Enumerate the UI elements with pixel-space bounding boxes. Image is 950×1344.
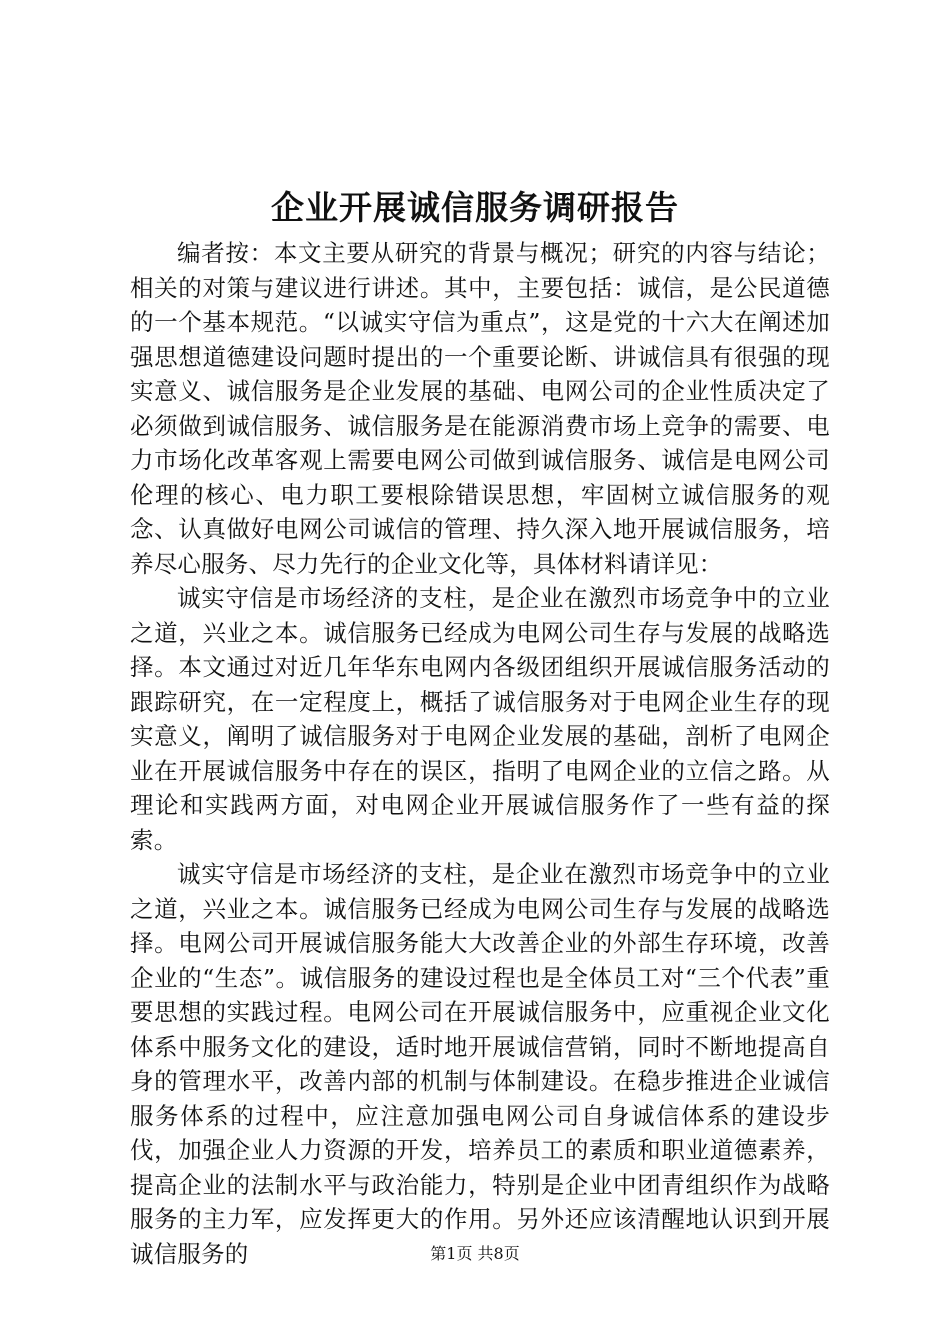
paragraph-body: 诚实守信是市场经济的支柱，是企业在激烈市场竞争中的立业之道，兴业之本。诚信服务已经成为电网公司生存与发展的战略选择。电网公司开展诚信服务能大大改善企业的外部生存环境，改善企业的“生态”。诚信服务的建设过程也是全体员工对“三个代表”重要思想的实践过程。电网公司在开展诚信服务中，应重视企业文化体系中服务文化的建设，适时地开展诚信营销，同时不断地提高自身的管理水平，改善内部的机制与体制建设。在稳步推进企业诚信服务体系的过程中，应注意加强电网公司自身诚信体系的建设步伐，加强企业人力资源的开发，培养员工的素质和职业道德素养，提高企业的法制水平与政治能力，特别是企业中团青组织作为战略服务的主力军，应发挥更大的作用。另外还应该清醒地认识到开展诚信服务的 <box>130 860 830 1268</box>
document-body <box>130 236 830 1271</box>
paragraph-editor-note: 编者按：本文主要从研究的背景与概况；研究的内容与结论；相关的对策与建议进行讲述。其中，主要包括：诚信，是公民道德的一个基本规范。“以诚实守信为重点”，这是党的十六大在阐述加强思想道德建设问题时提出的一个重要论断、讲诚信具有很强的现实意义、诚信服务是企业发展的基础、电网公司的企业性质决定了必须做到诚信服务、诚信服务是在能源消费市场上竞争的需要、电力市场化改革客观上需要电网公司做到诚信服务、诚信是电网公司伦理的核心、电力职工要根除错误思想，牢固树立诚信服务的观念、认真做好电网公司诚信的管理、持久深入地开展诚信服务，培养尽心服务、尽力先行的企业文化等，具体材料请详见： <box>130 239 830 578</box>
document-title: 企业开展诚信服务调研报告 <box>271 188 679 227</box>
page-number-footer: 第1页 共8页 <box>430 1244 520 1263</box>
paragraph-abstract: 诚实守信是市场经济的支柱，是企业在激烈市场竞争中的立业之道，兴业之本。诚信服务已经成为电网公司生存与发展的战略选择。本文通过对近几年华东电网内各级团组织开展诚信服务活动的跟踪研究，在一定程度上，概括了诚信服务对于电网企业生存的现实意义，阐明了诚信服务对于电网企业发展的基础，剖析了电网企业在开展诚信服务中存在的误区，指明了电网企业的立信之路。从理论和实践两方面，对电网企业开展诚信服务作了一些有益的探索。 <box>130 584 830 854</box>
